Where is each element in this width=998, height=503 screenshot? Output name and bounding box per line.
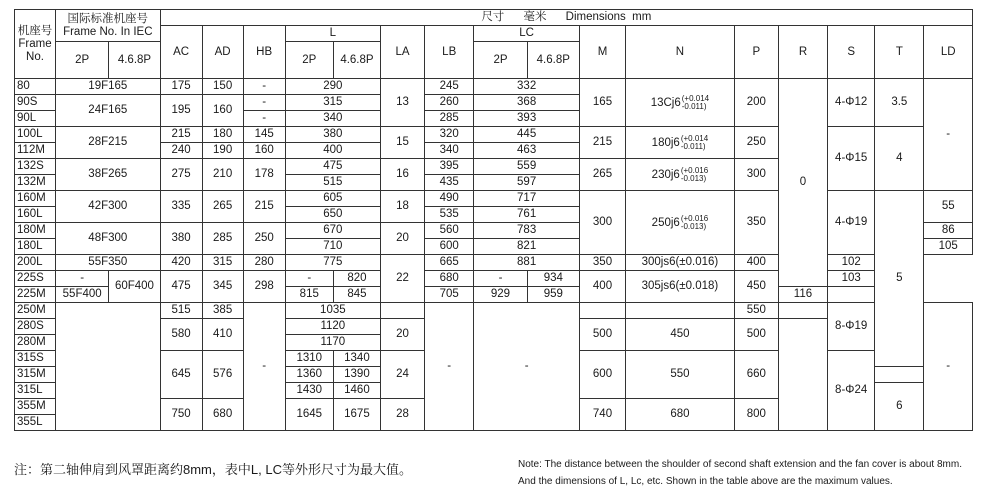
n-cell: [626, 79, 735, 127]
s-cell: 4-Φ12: [828, 79, 875, 127]
hb-cell: 250: [243, 223, 285, 255]
hb-cell: -: [243, 95, 285, 111]
p-cell: 400: [734, 255, 778, 271]
ac-cell: 175: [160, 79, 202, 95]
lb-cell: -: [425, 303, 474, 431]
s-cell: 4-Φ19: [828, 191, 875, 255]
iec-2p-cell: -: [56, 271, 109, 287]
la-cell: 15: [381, 127, 425, 159]
p-cell: 200: [734, 79, 778, 127]
p-cell: 500: [734, 319, 778, 351]
l-2p-cell: 1360: [285, 367, 333, 383]
n-value: 180j6: [651, 136, 680, 149]
t-cell: 6: [875, 383, 924, 431]
note-english-line-2: And the dimensions of L, Lc, etc. Shown in the table above are the maximum values.: [518, 476, 893, 487]
l-2p-cell: 815: [285, 287, 333, 303]
m-cell: 265: [579, 159, 625, 191]
l-468p-cell: 820: [333, 271, 380, 287]
hb-cell: -: [243, 303, 285, 431]
ac-cell: 750: [160, 399, 202, 431]
header-iec-2p: 2P: [56, 42, 109, 79]
ad-cell: 315: [202, 255, 243, 271]
l-cell: 670: [285, 223, 380, 239]
hb-cell: 215: [243, 191, 285, 223]
n-cell: 305js6(±0.018): [626, 271, 735, 303]
ac-cell: 515: [160, 303, 202, 319]
header-t: T: [875, 26, 924, 79]
iec-468p-cell: 60F400: [109, 271, 160, 303]
ac-cell: 195: [160, 95, 202, 127]
n-tolerance-lower: -0.011): [681, 101, 707, 111]
la-cell-empty: [381, 303, 425, 319]
lc-2p-cell: -: [474, 271, 527, 287]
frame-cell: 315M: [15, 367, 56, 383]
n-tolerance-lower: -0.011): [680, 141, 706, 151]
frame-cell: 280S: [15, 319, 56, 335]
iec-cell: 55F350: [56, 255, 161, 271]
l-cell: 1120: [285, 319, 380, 335]
lc-cell: 445: [474, 127, 580, 143]
header-lc: LC: [474, 26, 580, 42]
iec-2p-cell: 55F400: [56, 287, 109, 303]
n-value: 230j6: [651, 168, 680, 181]
ad-cell: 385: [202, 303, 243, 319]
n-cell: [626, 191, 735, 255]
header-r: R: [778, 26, 827, 79]
ac-cell: 335: [160, 191, 202, 223]
frame-cell: 160M: [15, 191, 56, 207]
ac-cell: 380: [160, 223, 202, 255]
frame-cell: 225S: [15, 271, 56, 287]
lb-cell: 320: [425, 127, 474, 143]
n-cell: 680: [626, 399, 735, 431]
lb-cell: 680: [425, 271, 474, 287]
m-cell: 740: [579, 399, 625, 431]
n-cell: 550: [626, 351, 735, 399]
ad-cell: 680: [202, 399, 243, 431]
header-ld: LD: [924, 26, 973, 79]
l-cell: 1170: [285, 335, 380, 351]
hb-cell: -: [243, 111, 285, 127]
lc-cell: 393: [474, 111, 580, 127]
frame-cell: 355L: [15, 415, 56, 431]
hb-cell: 178: [243, 159, 285, 191]
l-468p-cell: 845: [333, 287, 380, 303]
ac-cell: 645: [160, 351, 202, 399]
l-2p-cell: 1430: [285, 383, 333, 399]
lc-cell: 559: [474, 159, 580, 175]
frame-cell: 160L: [15, 207, 56, 223]
frame-cell: 132M: [15, 175, 56, 191]
frame-cell: 250M: [15, 303, 56, 319]
lc-468p-cell: 934: [527, 271, 579, 287]
frame-cell: 90L: [15, 111, 56, 127]
frame-cell: 90S: [15, 95, 56, 111]
ld-cell: 105: [924, 239, 973, 255]
la-cell: 20: [381, 223, 425, 255]
ad-cell: 345: [202, 271, 243, 303]
hb-cell: 280: [243, 255, 285, 271]
l-cell: 290: [285, 79, 380, 95]
la-cell: 24: [381, 351, 425, 399]
r-cell-empty: [778, 303, 827, 319]
header-hb: HB: [243, 26, 285, 79]
header-lc-2p: 2P: [474, 42, 527, 79]
ad-cell: 576: [202, 351, 243, 399]
m-cell: 400: [579, 271, 625, 303]
frame-cell: 355M: [15, 399, 56, 415]
l-cell: 650: [285, 207, 380, 223]
frame-cell: 280M: [15, 335, 56, 351]
ad-cell: 150: [202, 79, 243, 95]
lc-cell: 783: [474, 223, 580, 239]
l-468p-cell: 1340: [333, 351, 380, 367]
lb-cell: 340: [425, 143, 474, 159]
ac-cell: 215: [160, 127, 202, 143]
lb-cell: 245: [425, 79, 474, 95]
frame-cell: 132S: [15, 159, 56, 175]
ld-cell: 103: [828, 271, 875, 287]
header-iec: 国际标准机座号 Frame No. In IEC: [56, 10, 161, 42]
header-dimensions: 尺寸 毫米 Dimensions mm: [160, 10, 972, 26]
hb-cell: 298: [243, 271, 285, 303]
frame-cell: 100L: [15, 127, 56, 143]
hb-cell: 145: [243, 127, 285, 143]
l-cell: 340: [285, 111, 380, 127]
n-tolerance-upper: (+0.016: [680, 213, 709, 223]
la-cell: 18: [381, 191, 425, 223]
iec-cell-empty: [56, 303, 161, 431]
n-tolerance-upper: (+0.014: [680, 133, 709, 143]
n-value: 250j6: [651, 216, 680, 229]
lc-cell: 821: [474, 239, 580, 255]
header-ac: AC: [160, 26, 202, 79]
header-s: S: [828, 26, 875, 79]
t-cell: 5: [875, 191, 924, 367]
header-iec-468p: 4.6.8P: [109, 42, 160, 79]
ld-cell: 86: [924, 223, 973, 239]
ld-cell: 102: [828, 255, 875, 271]
iec-cell: 24F165: [56, 95, 161, 127]
r-cell: 0: [778, 79, 827, 287]
la-cell: 13: [381, 79, 425, 127]
header-ad: AD: [202, 26, 243, 79]
m-cell: 300: [579, 191, 625, 255]
frame-cell: 180M: [15, 223, 56, 239]
lc-cell: 368: [474, 95, 580, 111]
lc-468p-cell: 959: [527, 287, 579, 303]
la-cell: 28: [381, 399, 425, 431]
p-cell: 450: [734, 271, 778, 303]
lc-cell: 761: [474, 207, 580, 223]
iec-cell: 48F300: [56, 223, 161, 255]
frame-cell: 180L: [15, 239, 56, 255]
l-cell: 710: [285, 239, 380, 255]
n-cell: 300js6(±0.016): [626, 255, 735, 271]
frame-cell: 112M: [15, 143, 56, 159]
iec-cell: 19F165: [56, 79, 161, 95]
frame-cell: 225M: [15, 287, 56, 303]
header-n: N: [626, 26, 735, 79]
lc-cell: 717: [474, 191, 580, 207]
lb-cell: 260: [425, 95, 474, 111]
ld-cell: 55: [924, 191, 973, 223]
header-p: P: [734, 26, 778, 79]
p-cell: 800: [734, 399, 778, 431]
t-cell: 3.5: [875, 79, 924, 127]
frame-cell: 80: [15, 79, 56, 95]
p-cell: 660: [734, 351, 778, 399]
p-cell: 250: [734, 127, 778, 159]
ad-cell: 160: [202, 95, 243, 127]
m-cell: 165: [579, 79, 625, 127]
note-english-line-1: Note: The distance between the shoulder of second shaft extension and the fan cover is about 8mm.: [518, 459, 962, 470]
lc-cell: 463: [474, 143, 580, 159]
dimensions-table: [14, 9, 973, 431]
m-cell: 600: [579, 351, 625, 399]
lc-cell: 881: [474, 255, 580, 271]
l-468p-cell: 1675: [333, 399, 380, 431]
m-cell: 350: [579, 255, 625, 271]
l-cell: 380: [285, 127, 380, 143]
l-cell: 475: [285, 159, 380, 175]
lb-cell: 285: [425, 111, 474, 127]
p-cell: 350: [734, 191, 778, 255]
ad-cell: 265: [202, 191, 243, 223]
frame-cell: 200L: [15, 255, 56, 271]
m-cell: 500: [579, 319, 625, 351]
frame-cell: 315S: [15, 351, 56, 367]
lb-cell: 665: [425, 255, 474, 271]
lb-cell: 395: [425, 159, 474, 175]
l-cell: 605: [285, 191, 380, 207]
lc-cell: 597: [474, 175, 580, 191]
iec-cell: 42F300: [56, 191, 161, 223]
l-cell: 775: [285, 255, 380, 271]
s-cell: 4-Φ15: [828, 127, 875, 191]
header-lb: LB: [425, 26, 474, 79]
n-value: 13Cj6: [650, 96, 681, 109]
lb-cell: 535: [425, 207, 474, 223]
ad-cell: 210: [202, 159, 243, 191]
ad-cell: 180: [202, 127, 243, 143]
s-cell: 8-Φ24: [828, 351, 875, 431]
iec-cell: 28F215: [56, 127, 161, 159]
l-cell: 515: [285, 175, 380, 191]
frame-cell: 315L: [15, 383, 56, 399]
n-cell-empty: [626, 303, 735, 319]
ac-cell: 240: [160, 143, 202, 159]
header-l-468p: 4.6.8P: [333, 42, 380, 79]
header-la: LA: [381, 26, 425, 79]
l-2p-cell: -: [285, 271, 333, 287]
n-cell: 450: [626, 319, 735, 351]
n-tolerance-lower: -0.013): [680, 173, 707, 183]
p-cell: 550: [734, 303, 778, 319]
s-cell: 8-Φ19: [828, 303, 875, 351]
t-cell: 4: [875, 127, 924, 191]
n-cell: [626, 127, 735, 159]
la-cell: 16: [381, 159, 425, 191]
header-lc-468p: 4.6.8P: [527, 42, 579, 79]
ac-cell: 580: [160, 319, 202, 351]
header-l-2p: 2P: [285, 42, 333, 79]
note-chinese: 注：第二轴伸肩到风罩距离约8mm，表中L, LC等外形尺寸为最大值。: [14, 462, 412, 477]
la-cell: 20: [381, 319, 425, 351]
l-468p-cell: 1460: [333, 383, 380, 399]
lb-cell: 490: [425, 191, 474, 207]
hb-cell: 160: [243, 143, 285, 159]
p-cell: 300: [734, 159, 778, 191]
l-cell: 315: [285, 95, 380, 111]
la-cell: 22: [381, 255, 425, 303]
m-cell: 215: [579, 127, 625, 159]
ac-cell: 475: [160, 271, 202, 303]
lb-cell: 600: [425, 239, 474, 255]
ad-cell: 285: [202, 223, 243, 255]
n-tolerance-upper: (+0.016: [680, 165, 709, 175]
r-cell-empty: [778, 319, 827, 431]
lc-cell: -: [474, 303, 580, 431]
ad-cell: 190: [202, 143, 243, 159]
header-m: M: [579, 26, 625, 79]
l-2p-cell: 1645: [285, 399, 333, 431]
m-cell-empty: [579, 303, 625, 319]
lb-cell: 560: [425, 223, 474, 239]
lb-cell: 705: [425, 287, 474, 303]
l-468p-cell: 1390: [333, 367, 380, 383]
lc-cell: 332: [474, 79, 580, 95]
header-frame: 机座号 Frame No.: [15, 10, 56, 79]
ld-cell: 116: [778, 287, 827, 303]
hb-cell: -: [243, 79, 285, 95]
ad-cell: 410: [202, 319, 243, 351]
l-2p-cell: 1310: [285, 351, 333, 367]
n-cell: [626, 159, 735, 191]
ld-cell: -: [924, 303, 973, 431]
lc-2p-cell: 929: [474, 287, 527, 303]
ac-cell: 275: [160, 159, 202, 191]
iec-cell: 38F265: [56, 159, 161, 191]
n-tolerance-upper: (+0.014: [681, 93, 710, 103]
ac-cell: 420: [160, 255, 202, 271]
l-cell: 1035: [285, 303, 380, 319]
n-tolerance-lower: -0.013): [680, 221, 707, 231]
lb-cell: 435: [425, 175, 474, 191]
header-l: L: [285, 26, 380, 42]
ld-cell: -: [924, 79, 973, 191]
l-cell: 400: [285, 143, 380, 159]
